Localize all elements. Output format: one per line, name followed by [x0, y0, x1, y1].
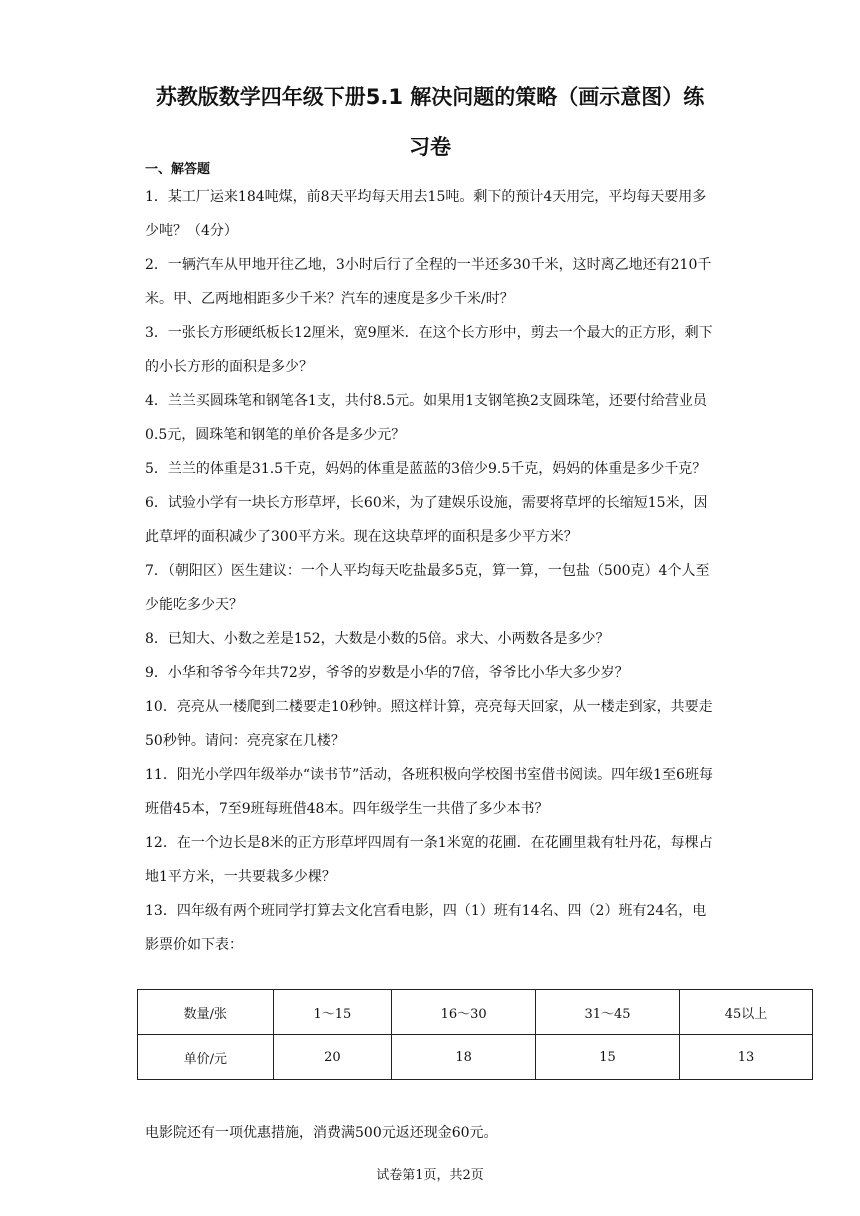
table-cell: 45以上: [679, 990, 812, 1035]
question-4: 4．兰兰买圆珠笔和钢笔各1支，共付8.5元。如果用1支钢笔换2支圆珠笔，还要付给营业员0.5元，圆珠笔和钢笔的单价各是多少元？: [145, 393, 707, 443]
question-3: 3．一张长方形硬纸板长12厘米，宽9厘米．在这个长方形中，剪去一个最大的正方形，剩下的小长方形的面积是多少？: [145, 325, 713, 375]
discount-note: 电影院还有一项优惠措施，消费满500元返还现金60元。: [145, 1125, 498, 1141]
question-8: 8．已知大、小数之差是152，大数是小数的5倍。求大、小两数各是多少？: [145, 631, 610, 647]
question-13: 13．四年级有两个班同学打算去文化宫看电影，四（1）班有14名、四（2）班有24名，电影票价如下表：: [145, 903, 707, 953]
question-6: 6．试验小学有一块长方形草坪，长60米，为了建娱乐设施，需要将草坪的长缩短15米，因此草坪的面积减少了300平方米。现在这块草坪的面积是多少平方米？: [145, 495, 708, 545]
table-cell: 1～15: [273, 990, 392, 1035]
table-cell: 31～45: [536, 990, 680, 1035]
title-line-2: 习卷: [409, 135, 451, 159]
table-cell: 数量/张: [138, 990, 274, 1035]
question-9: 9．小华和爷爷今年共72岁，爷爷的岁数是小华的7倍，爷爷比小华大多少岁？: [145, 665, 629, 681]
question-11: 11．阳光小学四年级举办“读书节”活动，各班积极向学校图书室借书阅读。四年级1至6班每班借45本，7至9班每班借48本。四年级学生一共借了多少本书？: [145, 767, 713, 817]
page-title: [0, 72, 860, 172]
table-cell: 20: [273, 1035, 392, 1080]
question-1: 1．某工厂运来184吨煤，前8天平均每天用去15吨。剩下的预计4天用完，平均每天要用多少吨？（4分）: [145, 189, 707, 239]
ticket-price-table: [137, 989, 813, 1080]
section-heading: 一、解答题: [145, 162, 211, 177]
title-line-1: 苏教版数学四年级下册5.1 解决问题的策略（画示意图）练: [155, 85, 705, 109]
question-10: 10．亮亮从一楼爬到二楼要走10秒钟。照这样计算，亮亮每天回家，从一楼走到家，共要走50秒钟。请问：亮亮家在几楼？: [145, 699, 713, 749]
question-5: 5．兰兰的体重是31.5千克，妈妈的体重是蓝蓝的3倍少9.5千克，妈妈的体重是多少千克？: [145, 461, 707, 477]
table-row: [138, 990, 813, 1035]
question-2: 2．一辆汽车从甲地开往乙地，3小时后行了全程的一半还多30千米，这时离乙地还有210千米。甲、乙两地相距多少千米？汽车的速度是多少千米/时？: [145, 257, 712, 307]
table-cell: 18: [392, 1035, 536, 1080]
question-12: 12．在一个边长是8米的正方形草坪四周有一条1米宽的花圃．在花圃里栽有牡丹花，每棵占地1平方米，一共要栽多少棵？: [145, 835, 713, 885]
question-list: [145, 180, 720, 962]
table-cell: 16～30: [392, 990, 536, 1035]
table-cell: 15: [536, 1035, 680, 1080]
page-footer: 试卷第1页，共2页: [376, 1168, 484, 1183]
table-cell: 13: [679, 1035, 812, 1080]
question-7: 7．（朝阳区）医生建议：一个人平均每天吃盐最多5克，算一算，一包盐（500克）4个人至少能吃多少天？: [145, 563, 710, 613]
table-row: [138, 1035, 813, 1080]
table-cell: 单价/元: [138, 1035, 274, 1080]
